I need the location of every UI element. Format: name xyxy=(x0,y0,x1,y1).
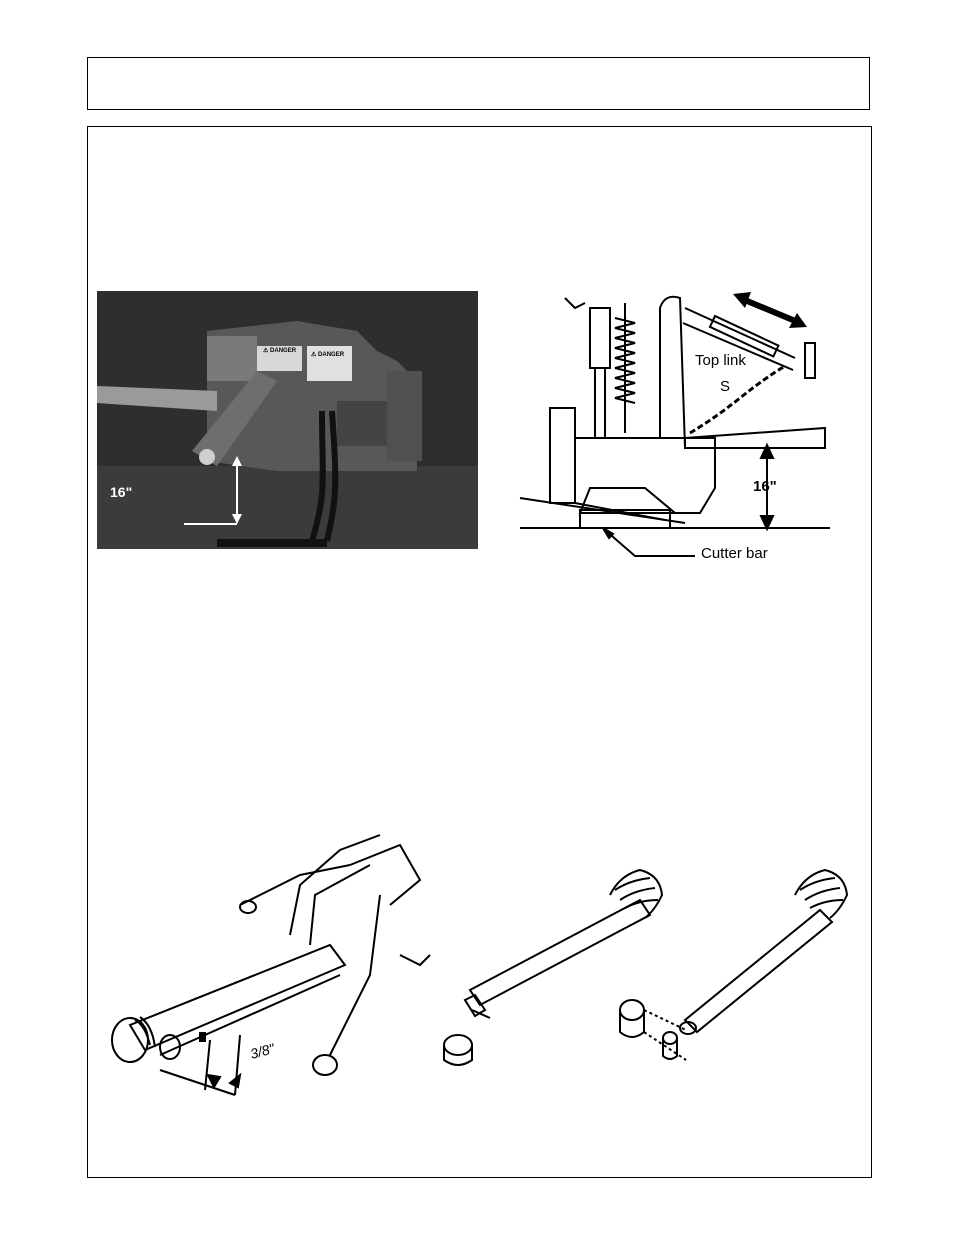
photo-height-label: 16" xyxy=(110,484,133,500)
hitch-diagram xyxy=(515,288,835,568)
mower-photo xyxy=(97,291,478,549)
decal-left: ⚠ DANGER xyxy=(263,348,297,354)
s-label: S xyxy=(720,378,731,395)
dimension-label: 3/8" xyxy=(248,1040,277,1062)
height-label: 16" xyxy=(753,478,777,495)
decal-right: ⚠ DANGER xyxy=(311,352,345,358)
cutter-bar-label: Cutter bar xyxy=(701,545,768,562)
top-link-label: Top link xyxy=(695,352,746,369)
driveline-hitch-figure xyxy=(100,825,440,1100)
header-box xyxy=(87,57,870,110)
driveline-bushing-figure xyxy=(610,860,855,1070)
